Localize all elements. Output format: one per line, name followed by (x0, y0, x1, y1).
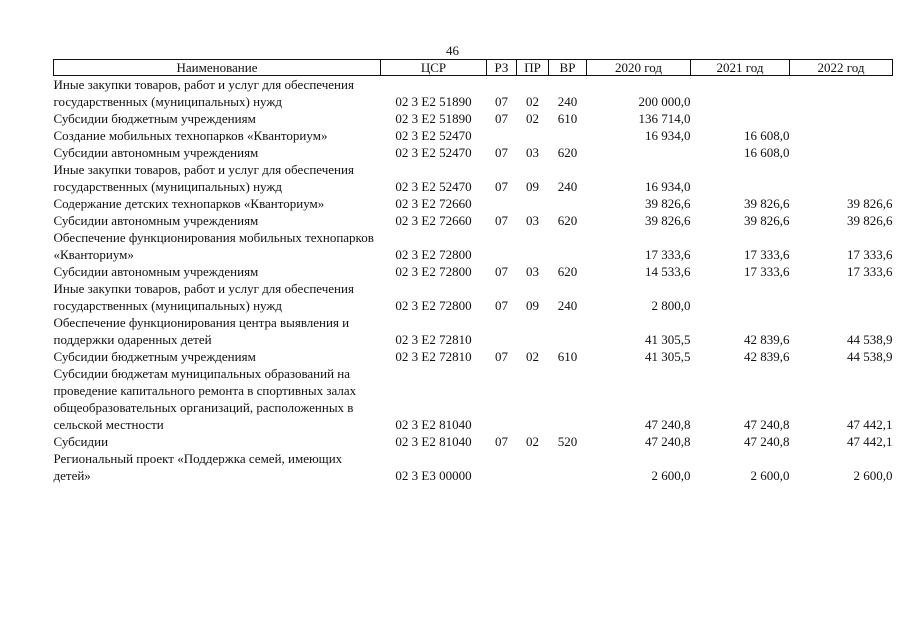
row-vr (549, 365, 587, 433)
row-pr: 02 (526, 111, 539, 126)
header-rz: РЗ (487, 60, 517, 76)
row-name: Иные закупки товаров, работ и услуг для обеспечения государственных (муниципальных) нужд (53, 281, 354, 313)
row-pr: 09 (526, 298, 539, 313)
row-2022: 17 333,6 (847, 264, 893, 279)
row-csr: 02 3 Е2 52470 (395, 128, 472, 143)
row-2022: 47 442,1 (847, 417, 893, 432)
row-csr: 02 3 Е2 51890 (395, 111, 472, 126)
row-name: Субсидии автономным учреждениям (53, 264, 259, 279)
row-2020: 39 826,6 (645, 213, 691, 228)
row-2020: 14 533,6 (645, 264, 691, 279)
header-name: Наименование (54, 60, 381, 76)
row-rz (487, 314, 517, 348)
row-2020: 136 714,0 (638, 111, 691, 126)
row-name: Субсидии бюджетным учреждениям (53, 349, 256, 364)
row-2020: 2 600,0 (651, 468, 691, 483)
row-csr: 02 3 Е2 52470 (395, 179, 472, 194)
table-row (54, 433, 893, 450)
row-csr: 02 3 Е3 00000 (395, 468, 472, 483)
row-pr: 02 (526, 94, 539, 109)
row-rz (487, 365, 517, 433)
row-2022: 47 442,1 (847, 434, 893, 449)
row-rz: 07 (495, 179, 508, 194)
row-pr (517, 229, 549, 263)
row-name: Содержание детских технопарков «Кванториум» (53, 196, 325, 211)
row-2021: 42 839,6 (744, 349, 790, 364)
table-row (54, 229, 893, 263)
table-row (54, 161, 893, 195)
row-vr: 240 (557, 94, 578, 109)
row-2022 (790, 76, 893, 111)
header-csr: ЦСР (381, 60, 487, 76)
row-2021: 17 333,6 (744, 247, 790, 262)
row-2021: 2 600,0 (750, 468, 790, 483)
row-2021: 47 240,8 (744, 434, 790, 449)
table-row (54, 348, 893, 365)
row-2020: 16 934,0 (645, 179, 691, 194)
row-pr (517, 195, 549, 212)
row-2022: 2 600,0 (853, 468, 893, 483)
row-2021: 17 333,6 (744, 264, 790, 279)
table-row (54, 263, 893, 280)
row-2020: 47 240,8 (645, 417, 691, 432)
row-csr: 02 3 Е2 72800 (395, 298, 472, 313)
header-2022: 2022 год (790, 60, 893, 76)
row-pr (517, 127, 549, 144)
row-2021: 42 839,6 (744, 332, 790, 347)
row-name: Субсидии (53, 434, 109, 449)
row-2022 (790, 280, 893, 314)
header-pr: ПР (517, 60, 549, 76)
row-2021: 39 826,6 (744, 196, 790, 211)
table-row (54, 127, 893, 144)
row-vr (549, 314, 587, 348)
row-pr: 02 (526, 349, 539, 364)
row-2020: 39 826,6 (645, 196, 691, 211)
table-row (54, 450, 893, 484)
row-rz: 07 (495, 349, 508, 364)
row-2022: 44 538,9 (847, 349, 893, 364)
header-2020: 2020 год (587, 60, 691, 76)
row-vr: 520 (557, 434, 578, 449)
row-2020: 2 800,0 (651, 298, 691, 313)
row-rz: 07 (495, 264, 508, 279)
row-name: Иные закупки товаров, работ и услуг для обеспечения государственных (муниципальных) нужд (53, 77, 354, 109)
row-pr: 03 (526, 264, 539, 279)
row-vr: 610 (557, 349, 578, 364)
row-vr: 620 (557, 213, 578, 228)
row-rz (487, 450, 517, 484)
row-rz (487, 127, 517, 144)
row-pr (517, 450, 549, 484)
row-2021: 16 608,0 (744, 145, 790, 160)
row-vr: 240 (557, 179, 578, 194)
row-2020: 41 305,5 (645, 332, 691, 347)
row-2020: 47 240,8 (645, 434, 691, 449)
row-csr: 02 3 Е2 72660 (395, 196, 472, 211)
row-csr: 02 3 Е2 81040 (395, 417, 472, 432)
row-2022: 44 538,9 (847, 332, 893, 347)
row-vr: 620 (557, 264, 578, 279)
row-rz: 07 (495, 213, 508, 228)
row-pr: 02 (526, 434, 539, 449)
row-vr (549, 127, 587, 144)
row-2022 (790, 161, 893, 195)
row-2022: 17 333,6 (847, 247, 893, 262)
row-name: Субсидии бюджетам муниципальных образований на проведение капитального ремонта в спортивных залах общеобразовательных организаций, расположенных в сельской местности (53, 366, 357, 432)
page-number: 46 (446, 43, 459, 58)
row-2021 (691, 110, 790, 127)
table-row (54, 195, 893, 212)
row-csr: 02 3 Е2 51890 (395, 94, 472, 109)
row-2022 (790, 110, 893, 127)
row-pr: 09 (526, 179, 539, 194)
row-vr (549, 229, 587, 263)
row-2021 (691, 280, 790, 314)
row-csr: 02 3 Е2 72800 (395, 247, 472, 262)
row-2022 (790, 144, 893, 161)
row-name: Иные закупки товаров, работ и услуг для обеспечения государственных (муниципальных) нужд (53, 162, 354, 194)
budget-table (53, 59, 893, 484)
row-2020: 41 305,5 (645, 349, 691, 364)
row-2021: 16 608,0 (744, 128, 790, 143)
header-vr: ВР (549, 60, 587, 76)
table-row (54, 365, 893, 433)
row-pr: 03 (526, 145, 539, 160)
row-csr: 02 3 Е2 72810 (395, 349, 472, 364)
row-rz: 07 (495, 94, 508, 109)
row-rz (487, 195, 517, 212)
table-row (54, 76, 893, 111)
row-rz (487, 229, 517, 263)
row-name: Обеспечение функционирования центра выявления и поддержки одаренных детей (53, 315, 350, 347)
row-vr: 620 (557, 145, 578, 160)
row-rz: 07 (495, 145, 508, 160)
row-2020: 200 000,0 (638, 94, 691, 109)
row-rz: 07 (495, 111, 508, 126)
row-csr: 02 3 Е2 81040 (395, 434, 472, 449)
row-vr: 240 (557, 298, 578, 313)
table-row (54, 110, 893, 127)
row-rz: 07 (495, 298, 508, 313)
row-name: Субсидии автономным учреждениям (53, 145, 259, 160)
row-2022 (790, 127, 893, 144)
table-header-row (54, 60, 893, 76)
row-2020: 16 934,0 (645, 128, 691, 143)
row-vr (549, 195, 587, 212)
row-2020 (587, 144, 691, 161)
row-pr (517, 314, 549, 348)
row-2020: 17 333,6 (645, 247, 691, 262)
row-csr: 02 3 Е2 72800 (395, 264, 472, 279)
row-name: Субсидии бюджетным учреждениям (53, 111, 256, 126)
row-csr: 02 3 Е2 52470 (395, 145, 472, 160)
table-row (54, 314, 893, 348)
table-row (54, 280, 893, 314)
header-2021: 2021 год (691, 60, 790, 76)
row-2021: 39 826,6 (744, 213, 790, 228)
row-vr (549, 450, 587, 484)
row-name: Создание мобильных технопарков «Кванториум» (53, 128, 328, 143)
row-pr (517, 365, 549, 433)
row-2021 (691, 76, 790, 111)
row-csr: 02 3 Е2 72810 (395, 332, 472, 347)
row-name: Региональный проект «Поддержка семей, имеющих детей» (53, 451, 343, 483)
row-2021 (691, 161, 790, 195)
row-2021: 47 240,8 (744, 417, 790, 432)
row-pr: 03 (526, 213, 539, 228)
table-row (54, 212, 893, 229)
row-csr: 02 3 Е2 72660 (395, 213, 472, 228)
row-rz: 07 (495, 434, 508, 449)
row-name: Субсидии автономным учреждениям (53, 213, 259, 228)
row-2022: 39 826,6 (847, 213, 893, 228)
row-2022: 39 826,6 (847, 196, 893, 211)
table-row (54, 144, 893, 161)
row-vr: 610 (557, 111, 578, 126)
row-name: Обеспечение функционирования мобильных технопарков «Кванториум» (53, 230, 374, 262)
